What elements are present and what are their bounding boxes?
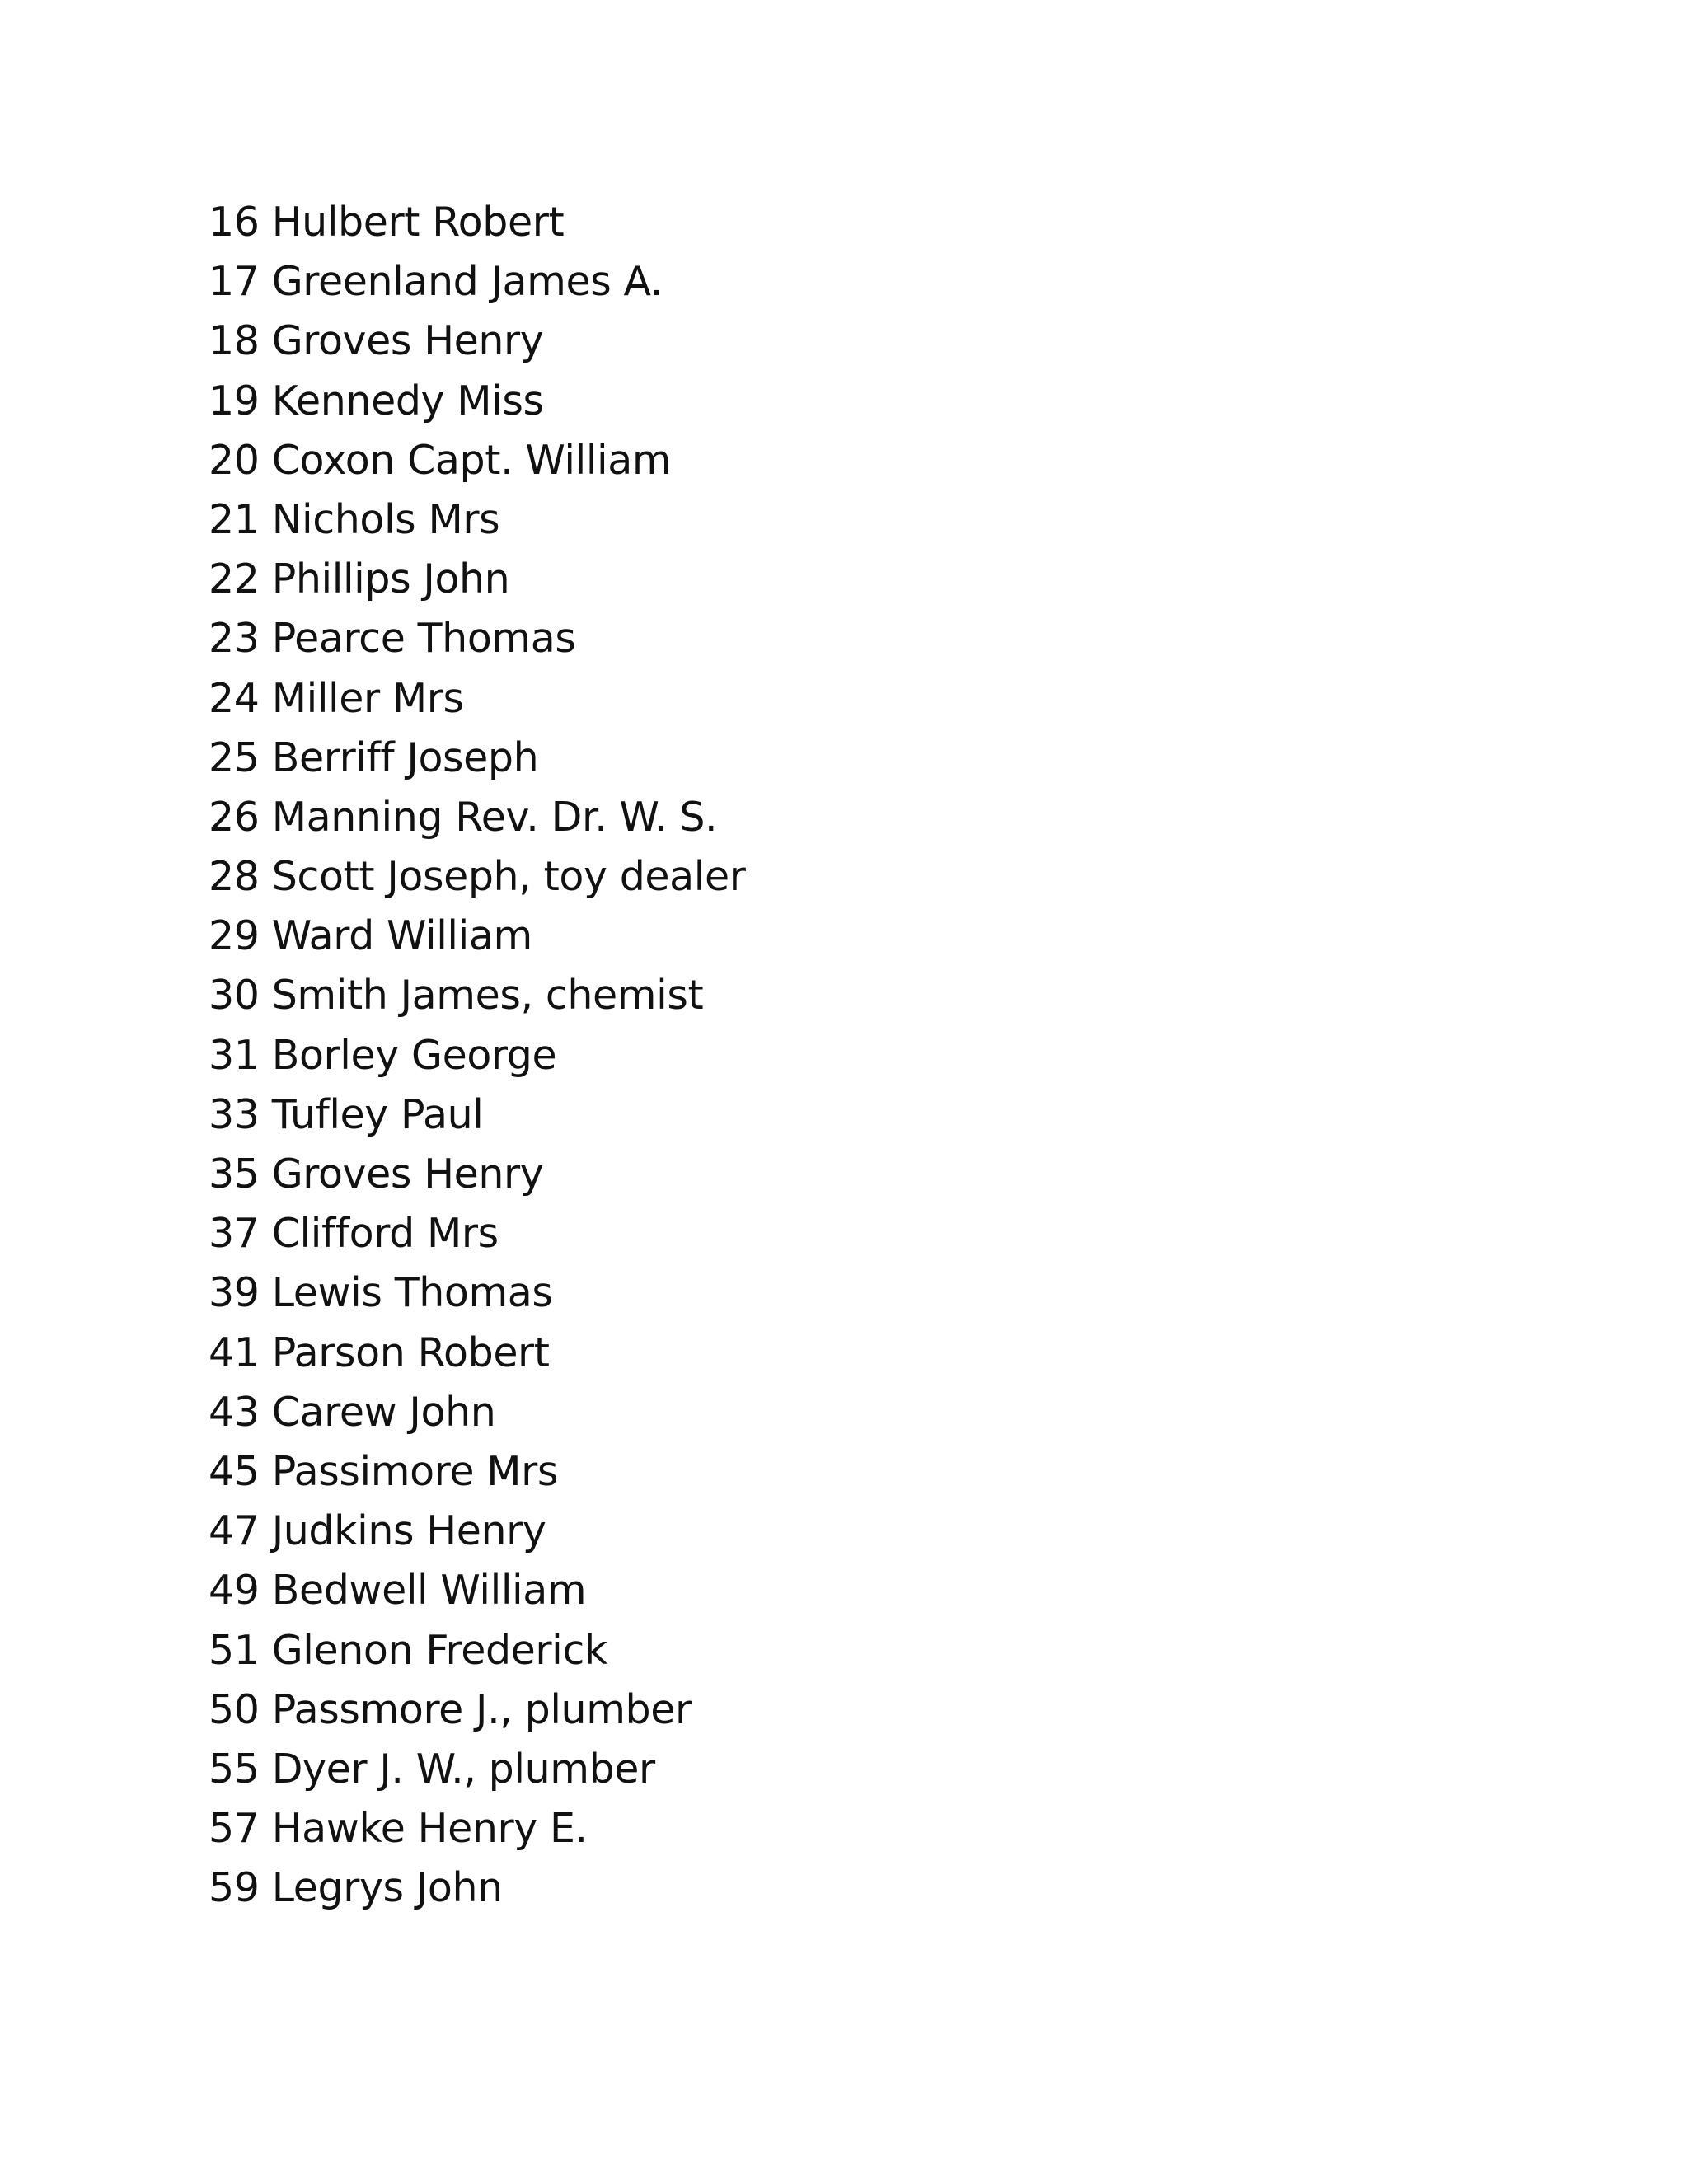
list-item: 19 Kennedy Miss	[209, 377, 544, 424]
list-item: 21 Nichols Mrs	[209, 495, 500, 543]
list-item: 24 Miller Mrs	[209, 674, 464, 722]
list-item: 31 Borley George	[209, 1031, 557, 1079]
list-item: 17 Greenland James A.	[209, 258, 663, 306]
list-item: 16 Hulbert Robert	[209, 199, 565, 246]
list-item: 22 Phillips John	[209, 555, 510, 603]
list-item: 50 Passmore J., plumber	[209, 1685, 692, 1733]
list-item: 59 Legrys John	[209, 1864, 503, 1912]
list-item: 28 Scott Joseph, toy dealer	[209, 853, 746, 901]
list-item: 51 Glenon Frederick	[209, 1626, 607, 1674]
list-item: 47 Judkins Henry	[209, 1507, 546, 1555]
directory-list	[209, 198, 746, 1923]
list-item: 41 Parson Robert	[209, 1329, 550, 1376]
list-item: 25 Berriff Joseph	[209, 733, 539, 781]
list-item: 39 Lewis Thomas	[209, 1269, 553, 1317]
list-item: 29 Ward William	[209, 912, 532, 960]
list-item: 49 Bedwell William	[209, 1567, 587, 1615]
list-item: 33 Tufley Paul	[209, 1090, 484, 1138]
list-item: 20 Coxon Capt. William	[209, 436, 672, 484]
list-item: 35 Groves Henry	[209, 1151, 544, 1197]
list-item: 18 Groves Henry	[209, 317, 544, 365]
list-item: 57 Hawke Henry E.	[209, 1805, 588, 1853]
list-item: 30 Smith James, chemist	[209, 972, 704, 1019]
list-item: 45 Passimore Mrs	[209, 1447, 559, 1495]
list-item: 43 Carew John	[209, 1388, 496, 1436]
list-item: 55 Dyer J. W., plumber	[209, 1745, 655, 1793]
list-item: 26 Manning Rev. Dr. W. S.	[209, 793, 718, 841]
list-item: 23 Pearce Thomas	[209, 615, 576, 663]
list-item: 37 Clifford Mrs	[209, 1210, 499, 1258]
